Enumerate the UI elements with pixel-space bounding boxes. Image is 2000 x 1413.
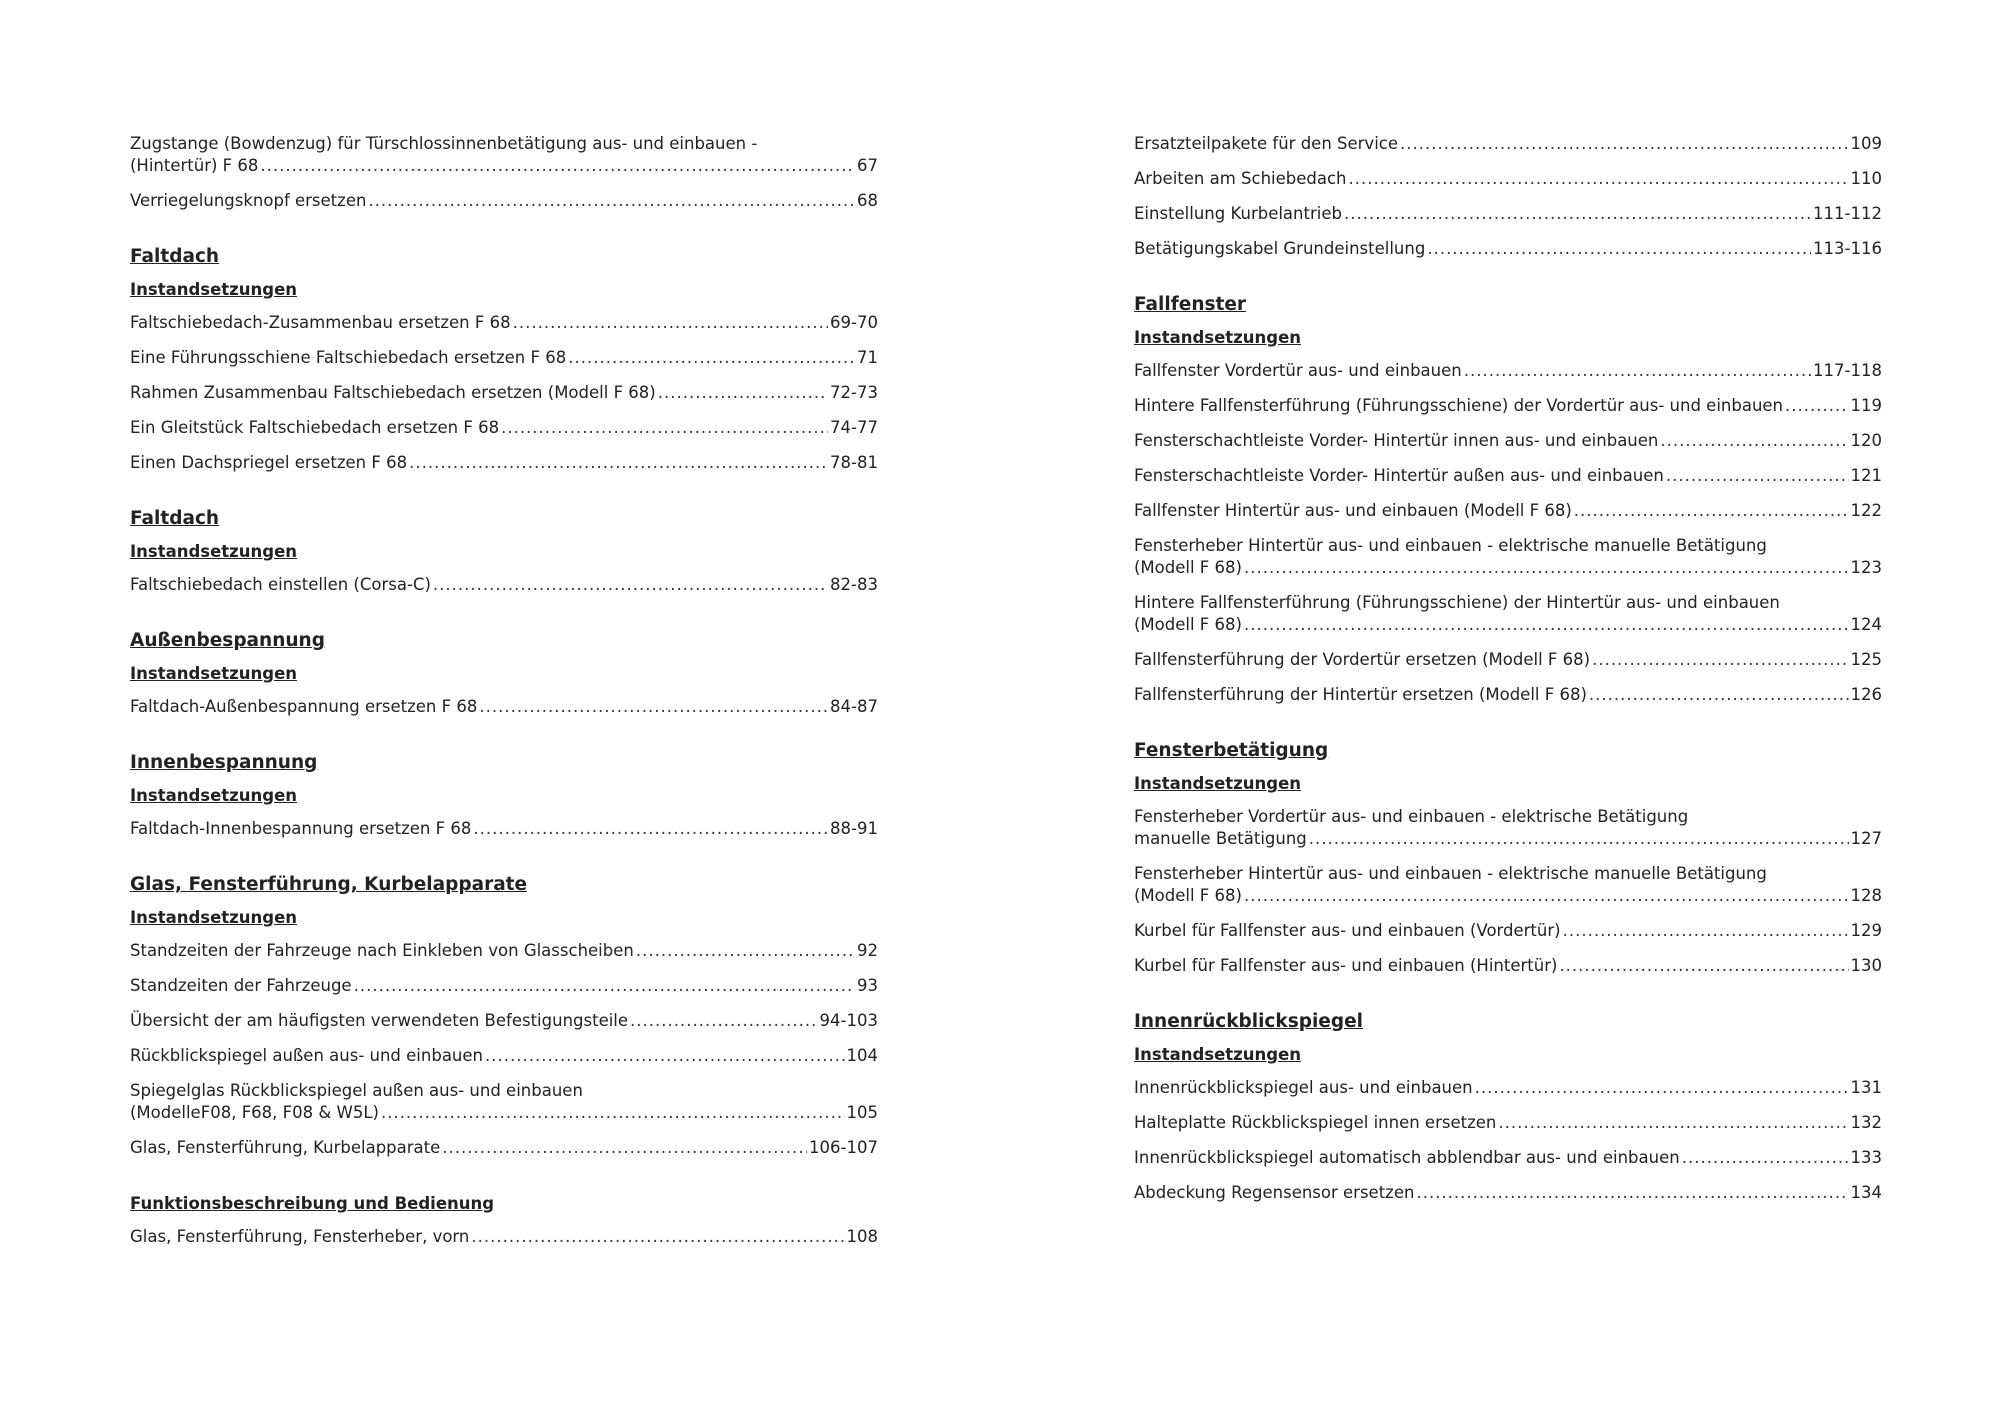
toc-entry <box>1134 430 1882 452</box>
toc-entry-line <box>1134 955 1882 977</box>
toc-page-number: 72-73 <box>830 383 878 402</box>
toc-entry <box>130 312 878 334</box>
toc-entry-text: Betätigungskabel Grundeinstellung <box>1134 239 1426 258</box>
toc-entry-text: Spiegelglas Rückblickspiegel außen aus- und einbauen <box>130 1081 583 1100</box>
dot-leader <box>1464 360 1811 382</box>
toc-entry-line <box>130 975 878 997</box>
toc-entry-line <box>1134 500 1882 522</box>
toc-entry <box>1134 1182 1882 1204</box>
dot-leader <box>442 1137 807 1159</box>
dot-leader <box>1498 1112 1848 1134</box>
toc-page-number: 134 <box>1850 1183 1882 1202</box>
toc-entry-text: Standzeiten der Fahrzeuge nach Einkleben von Glasscheiben <box>130 941 634 960</box>
toc-entry-text: Kurbel für Fallfenster aus- und einbauen (Vordertür) <box>1134 921 1561 940</box>
toc-entry-line <box>1134 649 1882 671</box>
toc-page-number: 74-77 <box>830 418 878 437</box>
toc-entry-text: Fallfenster Vordertür aus- und einbauen <box>1134 361 1462 380</box>
toc-entry <box>1134 806 1882 850</box>
section-subheading: Instandsetzungen <box>1134 774 1302 793</box>
dot-leader <box>1244 614 1849 636</box>
toc-page-number: 130 <box>1850 956 1882 975</box>
toc-left-column <box>130 133 878 1261</box>
dot-leader <box>1309 828 1849 850</box>
toc-entry-text: Eine Führungsschiene Faltschiebedach ersetzen F 68 <box>130 348 567 367</box>
toc-entry <box>130 818 878 840</box>
toc-entry <box>1134 535 1882 579</box>
dot-leader <box>433 574 828 596</box>
dot-leader <box>260 155 855 177</box>
section-subheading: Instandsetzungen <box>130 664 298 683</box>
dot-leader <box>1785 395 1848 417</box>
toc-entry-line <box>1134 203 1882 225</box>
dot-leader <box>473 818 828 840</box>
toc-entry-text: Faltschiebedach einstellen (Corsa-C) <box>130 575 431 594</box>
section-subheading: Instandsetzungen <box>1134 328 1302 347</box>
toc-entry <box>1134 1112 1882 1134</box>
dot-leader <box>658 382 828 404</box>
dot-leader <box>636 940 855 962</box>
toc-entry-line <box>1134 168 1882 190</box>
toc-entry-text: Einen Dachspriegel ersetzen F 68 <box>130 453 408 472</box>
toc-entry-line <box>1134 557 1882 579</box>
toc-entry <box>130 382 878 404</box>
dot-leader <box>630 1010 818 1032</box>
dot-leader <box>1400 133 1848 155</box>
toc-entry <box>1134 684 1882 706</box>
toc-page-number: 78-81 <box>830 453 878 472</box>
toc-entry-line <box>1134 885 1882 907</box>
toc-entry-text: Fensterheber Hintertür aus- und einbauen - elektrische manuelle Betätigung <box>1134 536 1767 555</box>
dot-leader <box>568 347 855 369</box>
toc-entry-line <box>130 818 878 840</box>
toc-entry-line <box>1134 1147 1882 1169</box>
toc-entry-text: (ModelleF08, F68, F08 & W5L) <box>130 1103 379 1122</box>
toc-entry <box>1134 955 1882 977</box>
dot-leader <box>1592 649 1848 671</box>
toc-entry <box>130 574 878 596</box>
toc-entry-text: Fallfenster Hintertür aus- und einbauen (Modell F 68) <box>1134 501 1572 520</box>
toc-entry-text: Innenrückblickspiegel automatisch abblendbar aus- und einbauen <box>1134 1148 1680 1167</box>
toc-page-number: 127 <box>1850 829 1882 848</box>
toc-entry-text: Zugstange (Bowdenzug) für Türschlossinnenbetätigung aus- und einbauen - <box>130 134 758 153</box>
toc-entry <box>1134 592 1882 636</box>
toc-entry-text: Kurbel für Fallfenster aus- und einbauen (Hintertür) <box>1134 956 1558 975</box>
dot-leader <box>1666 465 1849 487</box>
toc-entry-text: Hintere Fallfensterführung (Führungsschiene) der Vordertür aus- und einbauen <box>1134 396 1784 415</box>
toc-page-number: 120 <box>1850 431 1882 450</box>
toc-entry-text: Rahmen Zusammenbau Faltschiebedach ersetzen (Modell F 68) <box>130 383 656 402</box>
section-heading: Innenbespannung <box>130 752 318 773</box>
section-heading: Innenrückblickspiegel <box>1134 1011 1363 1032</box>
toc-entry <box>130 975 878 997</box>
toc-entry-line <box>1134 828 1882 850</box>
toc-entry-line <box>130 190 878 212</box>
toc-entry-line <box>1134 430 1882 452</box>
dot-leader <box>1416 1182 1848 1204</box>
toc-entry-text: Fensterschachtleiste Vorder- Hintertür innen aus- und einbauen <box>1134 431 1659 450</box>
toc-entry <box>1134 360 1882 382</box>
toc-entry-text: Halteplatte Rückblickspiegel innen ersetzen <box>1134 1113 1497 1132</box>
section-heading: Glas, Fensterführung, Kurbelapparate <box>130 874 528 895</box>
toc-entry-line <box>130 155 878 177</box>
toc-entry <box>130 940 878 962</box>
dot-leader <box>1589 684 1849 706</box>
toc-entry-line <box>130 574 878 596</box>
toc-page-number: 117-118 <box>1813 361 1882 380</box>
toc-page-number: 109 <box>1850 134 1882 153</box>
toc-page-number: 92 <box>857 941 878 960</box>
dot-leader <box>1427 238 1811 260</box>
toc-entry <box>1134 203 1882 225</box>
section-heading: Fallfenster <box>1134 294 1247 315</box>
toc-entry-line <box>130 1226 878 1248</box>
toc-entry <box>1134 500 1882 522</box>
dot-leader <box>409 452 828 474</box>
dot-leader <box>1475 1077 1849 1099</box>
dot-leader <box>1559 955 1848 977</box>
toc-page-number: 132 <box>1850 1113 1882 1132</box>
section-heading: Faltdach <box>130 508 220 529</box>
section-heading: Fensterbetätigung <box>1134 740 1329 761</box>
toc-entry-text: Rückblickspiegel außen aus- und einbauen <box>130 1046 483 1065</box>
dot-leader <box>368 190 855 212</box>
toc-entry-text: Faltschiebedach-Zusammenbau ersetzen F 68 <box>130 313 511 332</box>
toc-page-number: 105 <box>846 1103 878 1122</box>
toc-page-number: 67 <box>857 156 878 175</box>
toc-entry-line <box>1134 360 1882 382</box>
toc-page-number: 104 <box>846 1046 878 1065</box>
toc-entry-line <box>130 417 878 439</box>
section-subheading: Instandsetzungen <box>130 908 298 927</box>
toc-entry-line <box>130 347 878 369</box>
section-subheading: Instandsetzungen <box>130 542 298 561</box>
toc-page-number: 113-116 <box>1813 239 1882 258</box>
section-heading: Faltdach <box>130 246 220 267</box>
toc-page-number: 133 <box>1850 1148 1882 1167</box>
toc-entry-line <box>1134 1077 1882 1099</box>
toc-entry-line <box>130 696 878 718</box>
toc-page-number: 129 <box>1850 921 1882 940</box>
toc-entry-line <box>130 1010 878 1032</box>
toc-entry <box>130 417 878 439</box>
toc-entry-text: Glas, Fensterführung, Kurbelapparate <box>130 1138 441 1157</box>
toc-page-number: 108 <box>846 1227 878 1246</box>
toc-page-number: 121 <box>1850 466 1882 485</box>
toc-entry-text: Arbeiten am Schiebedach <box>1134 169 1347 188</box>
toc-page-number: 125 <box>1850 650 1882 669</box>
section-heading: Funktionsbeschreibung und Bedienung <box>130 1194 495 1213</box>
toc-entry-line <box>130 312 878 334</box>
dot-leader <box>501 417 828 439</box>
toc-entry <box>1134 465 1882 487</box>
toc-entry-line <box>1134 133 1882 155</box>
dot-leader <box>1574 500 1849 522</box>
toc-page-number: 111-112 <box>1813 204 1882 223</box>
toc-entry <box>130 696 878 718</box>
toc-entry-text: (Modell F 68) <box>1134 886 1242 905</box>
toc-entry <box>1134 168 1882 190</box>
toc-page-number: 94-103 <box>819 1011 878 1030</box>
toc-entry-text: Faltdach-Innenbespannung ersetzen F 68 <box>130 819 472 838</box>
toc-entry <box>130 1080 878 1124</box>
toc-entry-text: Abdeckung Regensensor ersetzen <box>1134 1183 1415 1202</box>
toc-entry-text: Fallfensterführung der Vordertür ersetzen (Modell F 68) <box>1134 650 1591 669</box>
toc-entry-text: (Modell F 68) <box>1134 558 1242 577</box>
toc-entry <box>1134 395 1882 417</box>
dot-leader <box>1660 430 1848 452</box>
toc-entry <box>1134 133 1882 155</box>
toc-page-number: 110 <box>1850 169 1882 188</box>
toc-entry-text: Ein Gleitstück Faltschiebedach ersetzen F 68 <box>130 418 500 437</box>
toc-page-number: 106-107 <box>809 1138 878 1157</box>
section-subheading: Instandsetzungen <box>130 786 298 805</box>
dot-leader <box>1244 557 1849 579</box>
toc-entry <box>1134 920 1882 942</box>
toc-entry <box>1134 649 1882 671</box>
section-subheading: Instandsetzungen <box>1134 1045 1302 1064</box>
toc-entry-line <box>130 1102 878 1124</box>
toc-page-number: 82-83 <box>830 575 878 594</box>
toc-entry-text: Übersicht der am häufigsten verwendeten Befestigungsteile <box>130 1011 629 1030</box>
toc-entry-line <box>1134 684 1882 706</box>
toc-entry-line <box>1134 1182 1882 1204</box>
toc-entry <box>1134 1147 1882 1169</box>
toc-entry-text: Innenrückblickspiegel aus- und einbauen <box>1134 1078 1473 1097</box>
toc-page-number: 123 <box>1850 558 1882 577</box>
toc-entry <box>1134 1077 1882 1099</box>
dot-leader <box>1682 1147 1849 1169</box>
section-subheading: Instandsetzungen <box>130 280 298 299</box>
toc-entry-line <box>1134 395 1882 417</box>
toc-entry-text: Hintere Fallfensterführung (Führungsschiene) der Hintertür aus- und einbauen <box>1134 593 1780 612</box>
toc-page-number: 128 <box>1850 886 1882 905</box>
toc-entry-line <box>130 1045 878 1067</box>
toc-entry-line <box>130 452 878 474</box>
toc-entry-line <box>1134 614 1882 636</box>
dot-leader <box>485 1045 845 1067</box>
toc-entry-text: Verriegelungsknopf ersetzen <box>130 191 367 210</box>
toc-entry-text: (Hintertür) F 68 <box>130 156 259 175</box>
toc-page-number: 84-87 <box>830 697 878 716</box>
toc-entry-text: Einstellung Kurbelantrieb <box>1134 204 1342 223</box>
toc-entry <box>130 1010 878 1032</box>
toc-page-number: 71 <box>857 348 878 367</box>
toc-entry-line <box>130 1137 878 1159</box>
toc-entry-text: Fensterheber Vordertür aus- und einbauen - elektrische Betätigung <box>1134 807 1689 826</box>
toc-entry-line <box>1134 920 1882 942</box>
dot-leader <box>1563 920 1849 942</box>
toc-entry-text: Standzeiten der Fahrzeuge <box>130 976 352 995</box>
toc-entry-line <box>130 382 878 404</box>
toc-entry <box>130 347 878 369</box>
toc-page-number: 93 <box>857 976 878 995</box>
toc-entry-text: Ersatzteilpakete für den Service <box>1134 134 1399 153</box>
toc-entry-text: Fensterschachtleiste Vorder- Hintertür außen aus- und einbauen <box>1134 466 1664 485</box>
section-heading: Außenbespannung <box>130 630 325 651</box>
dot-leader <box>354 975 855 997</box>
toc-entry-line <box>1134 1112 1882 1134</box>
toc-entry-line <box>130 940 878 962</box>
dot-leader <box>471 1226 844 1248</box>
dot-leader <box>479 696 828 718</box>
toc-page-number: 119 <box>1850 396 1882 415</box>
toc-entry-text: Glas, Fensterführung, Fensterheber, vorn <box>130 1227 470 1246</box>
toc-entry <box>130 1226 878 1248</box>
toc-entry-text: Faltdach-Außenbespannung ersetzen F 68 <box>130 697 478 716</box>
dot-leader <box>1244 885 1849 907</box>
toc-entry <box>130 133 878 177</box>
toc-page-number: 124 <box>1850 615 1882 634</box>
toc-entry-text: Fensterheber Hintertür aus- und einbauen - elektrische manuelle Betätigung <box>1134 864 1767 883</box>
toc-entry-text: Fallfensterführung der Hintertür ersetzen (Modell F 68) <box>1134 685 1587 704</box>
toc-page-number: 68 <box>857 191 878 210</box>
dot-leader <box>381 1102 845 1124</box>
toc-entry <box>130 1045 878 1067</box>
toc-entry <box>130 1137 878 1159</box>
toc-entry-line <box>1134 465 1882 487</box>
toc-page-number: 122 <box>1850 501 1882 520</box>
dot-leader <box>1349 168 1849 190</box>
toc-page-number: 126 <box>1850 685 1882 704</box>
dot-leader <box>513 312 828 334</box>
toc-page-number: 88-91 <box>830 819 878 838</box>
toc-entry <box>1134 863 1882 907</box>
toc-page-number: 131 <box>1850 1078 1882 1097</box>
toc-entry-text: (Modell F 68) <box>1134 615 1242 634</box>
toc-right-column <box>1134 133 1882 1217</box>
toc-page-number: 69-70 <box>830 313 878 332</box>
dot-leader <box>1344 203 1811 225</box>
toc-entry <box>130 452 878 474</box>
toc-entry-text: manuelle Betätigung <box>1134 829 1307 848</box>
toc-entry <box>1134 238 1882 260</box>
toc-entry-line <box>1134 238 1882 260</box>
toc-entry <box>130 190 878 212</box>
